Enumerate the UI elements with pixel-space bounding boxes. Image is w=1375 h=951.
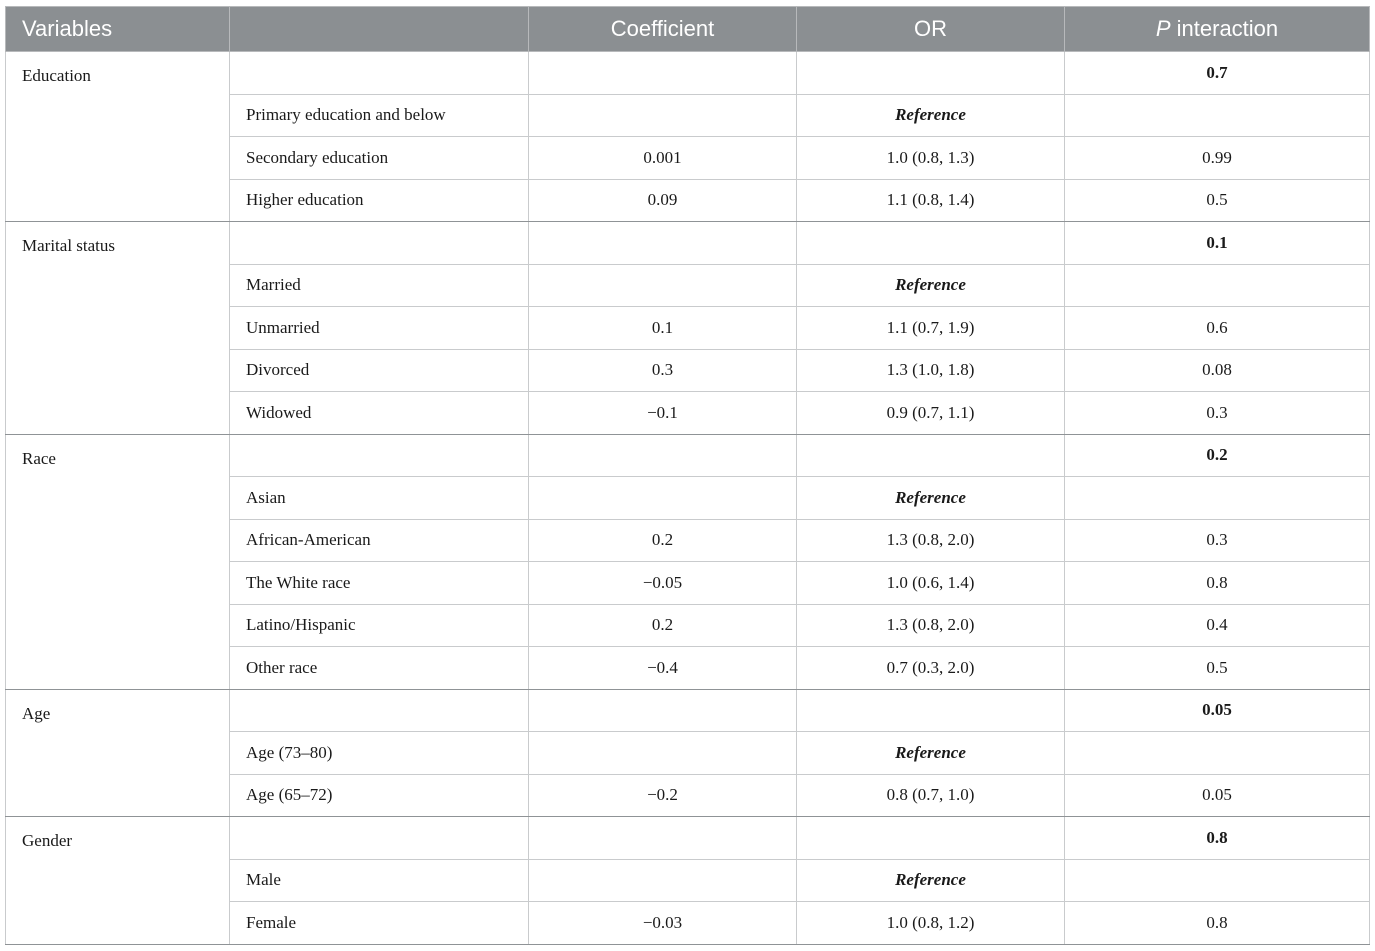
coefficient-value: [529, 94, 797, 137]
table-row: [6, 434, 1370, 477]
subcategory-cell: [230, 52, 529, 95]
subcategory-label: The White race: [230, 562, 529, 605]
subcategory-label: Widowed: [230, 392, 529, 435]
p-value: 0.4: [1065, 604, 1370, 647]
or-value: 1.0 (0.8, 1.2): [797, 902, 1065, 945]
coefficient-cell: [529, 689, 797, 732]
reference-label: Reference: [797, 94, 1065, 137]
subcategory-label: Age (65–72): [230, 774, 529, 817]
coefficient-value: [529, 859, 797, 902]
p-value: [1065, 264, 1370, 307]
coefficient-cell: [529, 222, 797, 265]
coefficient-value: [529, 732, 797, 775]
header-coefficient: Coefficient: [529, 7, 797, 52]
table-row: [6, 817, 1370, 860]
variable-name: Gender: [6, 817, 230, 945]
coefficient-cell: [529, 434, 797, 477]
coefficient-value: [529, 264, 797, 307]
table-row: [6, 222, 1370, 265]
variable-name: Race: [6, 434, 230, 689]
p-value: 0.5: [1065, 647, 1370, 690]
header-p-letter: P: [1155, 16, 1171, 41]
subcategory-cell: [230, 817, 529, 860]
p-value: 0.05: [1065, 774, 1370, 817]
subcategory-label: Unmarried: [230, 307, 529, 350]
coefficient-value: −0.05: [529, 562, 797, 605]
p-interaction-value: 0.2: [1065, 434, 1370, 477]
header-p-interaction: [1065, 7, 1370, 52]
coefficient-value: 0.001: [529, 137, 797, 180]
coefficient-value: −0.1: [529, 392, 797, 435]
p-interaction-value: 0.1: [1065, 222, 1370, 265]
subcategory-cell: [230, 689, 529, 732]
table-body: [6, 52, 1370, 945]
subcategory-label: Primary education and below: [230, 94, 529, 137]
coefficient-value: −0.03: [529, 902, 797, 945]
reference-label: Reference: [797, 859, 1065, 902]
coefficient-value: −0.2: [529, 774, 797, 817]
header-row: [6, 7, 1370, 52]
coefficient-value: −0.4: [529, 647, 797, 690]
p-interaction-value: 0.8: [1065, 817, 1370, 860]
p-value: 0.8: [1065, 902, 1370, 945]
coefficient-cell: [529, 52, 797, 95]
or-cell: [797, 222, 1065, 265]
or-value: 0.8 (0.7, 1.0): [797, 774, 1065, 817]
header-or: OR: [797, 7, 1065, 52]
or-cell: [797, 817, 1065, 860]
p-value: [1065, 94, 1370, 137]
table-row: [6, 52, 1370, 95]
subcategory-label: Asian: [230, 477, 529, 520]
or-value: 0.9 (0.7, 1.1): [797, 392, 1065, 435]
p-value: 0.08: [1065, 349, 1370, 392]
or-value: 1.3 (0.8, 2.0): [797, 519, 1065, 562]
coefficient-value: 0.2: [529, 604, 797, 647]
subcategory-label: Latino/Hispanic: [230, 604, 529, 647]
reference-label: Reference: [797, 477, 1065, 520]
or-cell: [797, 52, 1065, 95]
subcategory-label: Divorced: [230, 349, 529, 392]
variable-name: Age: [6, 689, 230, 817]
p-value: 0.6: [1065, 307, 1370, 350]
variable-name: Education: [6, 52, 230, 222]
variable-name: Marital status: [6, 222, 230, 435]
p-value: 0.5: [1065, 179, 1370, 222]
p-value: 0.8: [1065, 562, 1370, 605]
p-value: 0.3: [1065, 519, 1370, 562]
coefficient-value: [529, 477, 797, 520]
subcategory-cell: [230, 434, 529, 477]
p-value: [1065, 477, 1370, 520]
reference-label: Reference: [797, 732, 1065, 775]
or-value: 1.0 (0.6, 1.4): [797, 562, 1065, 605]
p-interaction-value: 0.7: [1065, 52, 1370, 95]
or-value: 1.3 (0.8, 2.0): [797, 604, 1065, 647]
p-value: 0.3: [1065, 392, 1370, 435]
subcategory-label: Male: [230, 859, 529, 902]
table-container: [5, 6, 1369, 945]
or-cell: [797, 689, 1065, 732]
table-header: [6, 7, 1370, 52]
p-interaction-value: 0.05: [1065, 689, 1370, 732]
subcategory-label: African-American: [230, 519, 529, 562]
subcategory-cell: [230, 222, 529, 265]
subcategory-label: Other race: [230, 647, 529, 690]
subcategory-label: Higher education: [230, 179, 529, 222]
coefficient-value: 0.3: [529, 349, 797, 392]
or-value: 1.1 (0.8, 1.4): [797, 179, 1065, 222]
coefficient-value: 0.09: [529, 179, 797, 222]
subcategory-label: Age (73–80): [230, 732, 529, 775]
p-value: [1065, 732, 1370, 775]
subcategory-label: Married: [230, 264, 529, 307]
coefficient-value: 0.1: [529, 307, 797, 350]
p-value: [1065, 859, 1370, 902]
or-value: 0.7 (0.3, 2.0): [797, 647, 1065, 690]
header-p-rest: interaction: [1170, 16, 1279, 41]
or-cell: [797, 434, 1065, 477]
interaction-table: [5, 6, 1370, 945]
header-subcategory: [230, 7, 529, 52]
coefficient-cell: [529, 817, 797, 860]
or-value: 1.1 (0.7, 1.9): [797, 307, 1065, 350]
header-variables: Variables: [6, 7, 230, 52]
or-value: 1.0 (0.8, 1.3): [797, 137, 1065, 180]
table-row: [6, 689, 1370, 732]
reference-label: Reference: [797, 264, 1065, 307]
p-value: 0.99: [1065, 137, 1370, 180]
coefficient-value: 0.2: [529, 519, 797, 562]
subcategory-label: Female: [230, 902, 529, 945]
subcategory-label: Secondary education: [230, 137, 529, 180]
or-value: 1.3 (1.0, 1.8): [797, 349, 1065, 392]
